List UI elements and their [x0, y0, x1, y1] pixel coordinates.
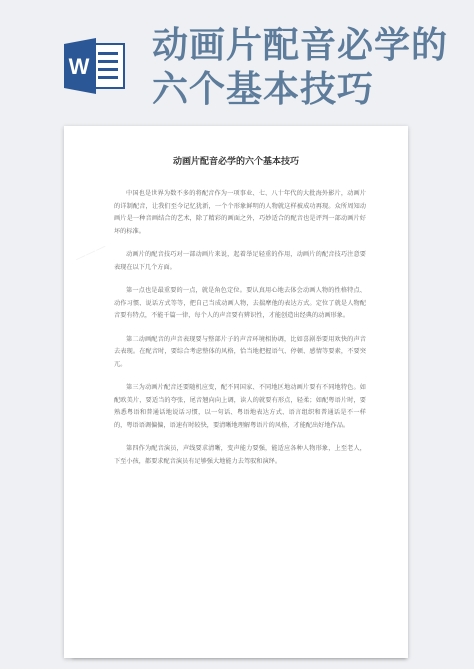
watermark: ——— — [72, 239, 109, 266]
title-line-1: 动画片配音必学的 — [152, 25, 449, 66]
paragraph: 第三为动画片配音还要随机应变，配不同国家、不同地区地动画片要有不同地特色。如配欧美片，要适当的夸张，尾音翘向向上调，读人的就要有形点，轻柔；如配粤语片时，要熟悉粤语和普通话地说话习惯，以一句话、粤语地表达方式、语言组织和普通话是不一样的，粤语语调偏偏，语速有时较快，要清晰地理解粤语片的风格，才能配出好地作品。 — [114, 384, 366, 429]
title-line-2: 六个基本技巧 — [152, 69, 375, 110]
document-body — [114, 188, 366, 479]
word-document-icon — [64, 38, 128, 94]
paragraph: 第一点也是最重要的一点，就是角色定位。要认真用心地去体会动画人物的性格特点、动作习惯、说话方式等等，把自己当成动画人物，去揣摩他的表达方式。定位了就是人物配音要有特点，不能千篇一律，每个人的声音要有辨识性，才能创造出经典的动画形象。 — [114, 287, 366, 319]
paragraph: 第二动画配音的声音表现要与整部片子的声音环境相协调，比如喜剧举要用欢快的声音去表现。在配音时，要综合考虑整体的风格，恰当地把握语气、停顿、感情等要素，不要突兀。 — [114, 335, 366, 368]
document-title: 动画片配音必学的六个基本技巧 — [172, 157, 299, 167]
page-title — [152, 24, 448, 112]
paragraph: 第四作为配音演员，声线要求清晰，变声能力要强，能适应各种人物形象，上至老人，下至小孩，都要求配音演员有足够强大地能力去驾驭和演绎。 — [114, 445, 366, 465]
paragraph: 中国也是世界为数不多的将配音作为一项事业、七、八十年代的大批海外影片，动画片的详制配音，让我们至今记忆犹新，一个个形象鲜明的人物就这样被成功再现。众所周知动画片是一种音画结合的艺术，除了精彩的画面之外，巧妙适合的配音也是评判一部动画片好坏的标准。 — [114, 190, 366, 235]
paragraph: 动画片的配音技巧对一部动画片来说，起着举足轻重的作用，动画片的配音技巧注意要表现在以下几个方面。 — [114, 251, 366, 271]
svg-text:W: W — [68, 54, 90, 79]
document-page — [64, 126, 408, 658]
page-header — [0, 0, 474, 120]
